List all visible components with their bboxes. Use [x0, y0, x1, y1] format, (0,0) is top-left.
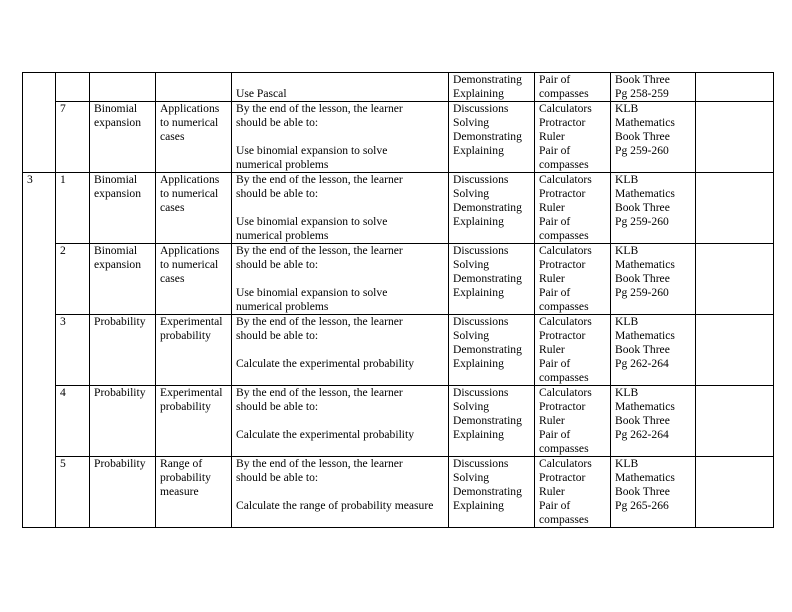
subtopic-cell — [156, 73, 232, 102]
resources-cell: Calculators Protractor Ruler Pair of compasses — [535, 173, 611, 244]
methods-cell: Discussions Solving Demonstrating Explaining — [449, 457, 535, 528]
subtopic-cell: Applications to numerical cases — [156, 102, 232, 173]
subtopic-cell: Applications to numerical cases — [156, 173, 232, 244]
lesson-cell: 7 — [56, 102, 90, 173]
methods-cell: Discussions Solving Demonstrating Explaining — [449, 244, 535, 315]
methods-cell: Demonstrating Explaining — [449, 73, 535, 102]
resources-cell: Calculators Protractor Ruler Pair of compasses — [535, 244, 611, 315]
objectives-cell: By the end of the lesson, the learner should be able to: Calculate the range of probability measure — [232, 457, 449, 528]
lesson-cell — [56, 73, 90, 102]
references-cell: KLB Mathematics Book Three Pg 259-260 — [611, 173, 696, 244]
lesson-cell: 2 — [56, 244, 90, 315]
lesson-cell: 4 — [56, 386, 90, 457]
resources-cell: Calculators Protractor Ruler Pair of compasses — [535, 457, 611, 528]
topic-cell: Binomial expansion — [90, 173, 156, 244]
table-row — [23, 102, 774, 173]
lesson-cell: 1 — [56, 173, 90, 244]
references-cell: KLB Mathematics Book Three Pg 262-264 — [611, 386, 696, 457]
week-cell — [23, 73, 56, 173]
objectives-cell: By the end of the lesson, the learner should be able to: Use binomial expansion to solve numerical problems — [232, 173, 449, 244]
references-cell: KLB Mathematics Book Three Pg 259-260 — [611, 102, 696, 173]
week-cell: 3 — [23, 173, 56, 528]
resources-cell: Calculators Protractor Ruler Pair of compasses — [535, 102, 611, 173]
subtopic-cell: Experimental probability — [156, 315, 232, 386]
references-cell: KLB Mathematics Book Three Pg 262-264 — [611, 315, 696, 386]
table-row — [23, 173, 774, 244]
objectives-cell: Use Pascal — [232, 73, 449, 102]
methods-cell: Discussions Solving Demonstrating Explaining — [449, 173, 535, 244]
methods-cell: Discussions Solving Demonstrating Explaining — [449, 386, 535, 457]
remarks-cell — [696, 315, 774, 386]
table-row — [23, 457, 774, 528]
references-cell: Book Three Pg 258-259 — [611, 73, 696, 102]
scheme-of-work-table — [22, 72, 774, 528]
table-row — [23, 386, 774, 457]
topic-cell: Binomial expansion — [90, 244, 156, 315]
lesson-cell: 3 — [56, 315, 90, 386]
objectives-cell: By the end of the lesson, the learner should be able to: Calculate the experimental probability — [232, 386, 449, 457]
remarks-cell — [696, 457, 774, 528]
table-row — [23, 315, 774, 386]
subtopic-cell: Applications to numerical cases — [156, 244, 232, 315]
remarks-cell — [696, 173, 774, 244]
remarks-cell — [696, 102, 774, 173]
objectives-cell: By the end of the lesson, the learner should be able to: Calculate the experimental probability — [232, 315, 449, 386]
lesson-cell: 5 — [56, 457, 90, 528]
table-row — [23, 244, 774, 315]
resources-cell: Calculators Protractor Ruler Pair of compasses — [535, 386, 611, 457]
table-row — [23, 73, 774, 102]
remarks-cell — [696, 73, 774, 102]
methods-cell: Discussions Solving Demonstrating Explaining — [449, 315, 535, 386]
remarks-cell — [696, 386, 774, 457]
resources-cell: Pair of compasses — [535, 73, 611, 102]
topic-cell: Binomial expansion — [90, 102, 156, 173]
topic-cell: Probability — [90, 457, 156, 528]
remarks-cell — [696, 244, 774, 315]
table-body — [23, 73, 774, 528]
topic-cell: Probability — [90, 315, 156, 386]
references-cell: KLB Mathematics Book Three Pg 265-266 — [611, 457, 696, 528]
references-cell: KLB Mathematics Book Three Pg 259-260 — [611, 244, 696, 315]
objectives-cell: By the end of the lesson, the learner should be able to: Use binomial expansion to solve numerical problems — [232, 244, 449, 315]
resources-cell: Calculators Protractor Ruler Pair of compasses — [535, 315, 611, 386]
topic-cell — [90, 73, 156, 102]
topic-cell: Probability — [90, 386, 156, 457]
objectives-cell: By the end of the lesson, the learner should be able to: Use binomial expansion to solve numerical problems — [232, 102, 449, 173]
subtopic-cell: Range of probability measure — [156, 457, 232, 528]
methods-cell: Discussions Solving Demonstrating Explaining — [449, 102, 535, 173]
subtopic-cell: Experimental probability — [156, 386, 232, 457]
